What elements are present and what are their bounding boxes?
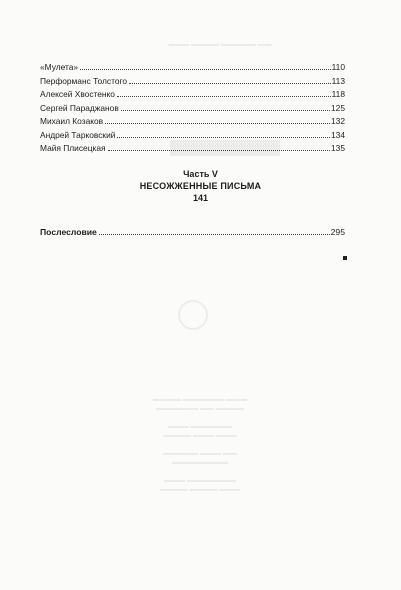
dot-leader	[117, 136, 330, 138]
part-title: НЕСОЖЖЕННЫЕ ПИСЬМА	[139, 181, 262, 191]
toc-entry-title: Перформанс Толстого	[40, 75, 128, 86]
toc-entry	[40, 129, 345, 143]
toc-entry-page: 132	[331, 116, 345, 126]
toc-entry	[40, 142, 345, 156]
toc-afterword	[40, 226, 345, 239]
toc-entry	[40, 61, 345, 75]
bleed-through: ▬▬▬ ▬▬▬▬ ▬▬▬▬▬ ▬▬	[168, 40, 272, 48]
toc-entry	[40, 88, 345, 102]
dot-leader	[80, 68, 331, 70]
dot-leader	[117, 95, 331, 97]
toc-entry-page: 125	[331, 102, 345, 113]
afterword-title: Послесловие	[40, 227, 97, 237]
bleed-through: ▬▬▬▬ ▬▬▬▬▬▬ ▬▬▬ ▬▬▬▬▬▬ ▬▬ ▬▬▬▬ ▬▬▬ ▬▬▬▬▬▬ ▬▬▬▬ ▬▬▬ ▬▬▬ ▬▬▬▬▬ ▬▬▬ ▬▬ ▬▬▬▬▬▬▬▬ ▬▬▬ ▬▬▬▬▬▬▬ ▬▬▬▬ ▬▬▬▬ ▬▬▬	[152, 395, 248, 493]
toc-entry-title: Андрей Тарковский	[40, 129, 116, 140]
part-label: Часть V	[183, 169, 218, 179]
toc-list	[40, 61, 345, 156]
dot-leader	[99, 233, 330, 235]
toc-entry-page: 134	[331, 129, 345, 140]
toc-entry-page: 113	[331, 75, 345, 86]
part-page-number: 141	[192, 193, 209, 203]
dot-leader	[129, 82, 331, 84]
toc-entry-title: «Мулета»	[40, 62, 79, 72]
end-mark	[343, 256, 347, 260]
toc-entry-page: 135	[331, 143, 345, 153]
toc-entry	[40, 102, 345, 116]
toc-entry-title: Майя Плисецкая	[40, 143, 106, 153]
bleed-through	[178, 300, 208, 330]
toc-entry-title: Михаил Козаков	[40, 116, 104, 126]
afterword-page: 295	[330, 227, 345, 237]
dot-leader	[108, 149, 330, 151]
toc-entry	[40, 115, 345, 129]
toc-entry	[40, 75, 345, 89]
toc-entry-page: 110	[331, 62, 345, 72]
toc-entry-page: 118	[331, 89, 345, 99]
dot-leader	[121, 109, 330, 111]
toc-entry-title: Сергей Параджанов	[40, 102, 119, 113]
toc-entry-title: Алексей Хвостенко	[40, 89, 115, 99]
dot-leader	[105, 122, 330, 124]
